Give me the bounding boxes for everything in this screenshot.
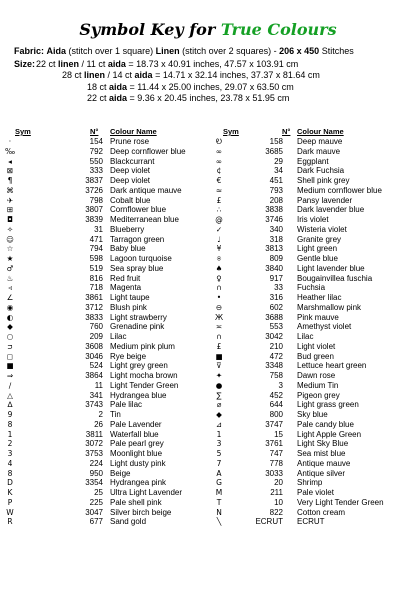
colour-name: Medium Tin — [297, 380, 339, 390]
colour-name: Mediterranean blue — [110, 215, 179, 224]
page-title — [0, 20, 416, 39]
thread-number: 209 — [89, 332, 103, 341]
stitch-symbol: 1 — [216, 429, 222, 439]
colour-name: Cotton cream — [297, 507, 346, 517]
stitch-symbol: ⌀ — [216, 400, 222, 410]
thread-number: 11 — [94, 380, 103, 390]
stitch-symbol: T — [216, 497, 222, 507]
colour-name: Tin — [110, 410, 121, 419]
thread-number: 158 — [269, 137, 283, 146]
stitch-symbol: G — [216, 478, 222, 488]
thread-number: 2 — [98, 410, 103, 419]
size-label: Size: — [14, 59, 36, 69]
colour-name: Dark lavender blue — [297, 205, 365, 215]
thread-number: 798 — [89, 195, 103, 205]
stitch-symbol: △ — [7, 390, 13, 400]
stitch-symbol: ✓ — [215, 224, 223, 234]
size-line-b1: linen — [58, 59, 80, 69]
size-line-mid: / 14 ct — [105, 70, 135, 80]
thread-number: 950 — [89, 468, 103, 478]
stitch-symbol: N — [216, 507, 222, 517]
size-line-post: = 14.71 x 32.14 inches, 37.37 x 81.64 cm — [152, 70, 320, 80]
stitch-symbol: ≈ — [215, 185, 223, 195]
stitch-symbol: ⊠ — [6, 166, 14, 176]
thread-number: 3747 — [265, 419, 283, 429]
colour-name: Silver birch beige — [110, 507, 172, 517]
thread-number: 3833 — [85, 312, 103, 322]
thread-number: 778 — [269, 458, 283, 468]
thread-number: 553 — [269, 322, 283, 332]
thread-number: 210 — [269, 341, 283, 351]
stitch-symbol: ⊽ — [216, 361, 222, 371]
fabric-label: Fabric: — [14, 46, 45, 56]
colour-name: Light Sky Blue — [297, 439, 349, 449]
size-label-line — [14, 59, 35, 69]
thread-number: 3864 — [85, 371, 103, 380]
stitch-symbol: ᴝ — [7, 341, 13, 351]
size-line-pre: 22 ct — [87, 93, 110, 103]
thread-number: 3348 — [265, 361, 283, 371]
thread-number: 809 — [269, 254, 283, 263]
thread-number: 15 — [274, 429, 283, 439]
stitch-symbol: ● — [215, 380, 223, 390]
colour-name: Light grass green — [297, 400, 359, 410]
stitch-symbol: ◻ — [6, 351, 14, 361]
colour-name: Lilac — [297, 332, 314, 341]
stitch-symbol: ≍ — [215, 322, 223, 332]
thread-number: 3047 — [85, 507, 103, 517]
stitch-symbol: P — [7, 497, 13, 507]
thread-number: ECRUT — [255, 517, 283, 527]
thread-number: 211 — [270, 488, 283, 497]
stitch-symbol: K — [7, 488, 13, 497]
colour-name: Cobalt blue — [110, 195, 151, 205]
thread-number: 25 — [94, 488, 103, 497]
colour-name: Blush pink — [110, 302, 147, 312]
stitch-symbol: £ — [216, 195, 222, 205]
colour-name: Hydrangea blue — [110, 390, 167, 400]
thread-number: 3811 — [85, 429, 103, 439]
thread-number: 154 — [89, 137, 103, 146]
stitch-symbol: ∞ — [215, 146, 223, 156]
colour-name: Red fruit — [110, 273, 141, 283]
stitch-symbol: · — [8, 137, 12, 146]
header-name-right: Colour Name — [297, 127, 344, 136]
stitch-symbol: ♀ — [216, 273, 222, 283]
stitch-symbol: • — [216, 293, 222, 302]
colour-name: Light taupe — [110, 293, 150, 302]
title-prefix: Symbol Key for — [79, 20, 221, 39]
colour-name: Pigeon grey — [297, 390, 340, 400]
thread-number: 471 — [89, 234, 103, 244]
thread-number: 718 — [89, 283, 103, 293]
thread-number: 519 — [89, 263, 103, 273]
size-line-pre: 28 ct — [62, 70, 85, 80]
thread-number: 225 — [89, 497, 103, 507]
stitch-symbol: ⊖ — [215, 302, 223, 312]
colour-name: Lettuce heart green — [297, 361, 367, 371]
colour-name: Deep violet — [110, 176, 151, 185]
header-sym-right: Sym — [223, 127, 239, 136]
stitch-symbol: ╲ — [216, 517, 222, 527]
stitch-symbol: 9 — [7, 410, 13, 419]
thread-number: 34 — [274, 166, 283, 176]
colour-name: Deep mauve — [297, 137, 343, 146]
thread-number: 341 — [89, 390, 103, 400]
colour-name: Pale pearl grey — [110, 439, 164, 449]
thread-number: 3761 — [265, 439, 283, 449]
colour-name: Light lavender blue — [297, 263, 365, 273]
thread-number: 3712 — [85, 302, 103, 312]
stitch-symbol: 5 — [216, 449, 222, 458]
colour-name: Sea mist blue — [297, 449, 346, 458]
stitch-symbol: ⇒ — [6, 371, 14, 380]
stitch-symbol: ∠ — [6, 293, 14, 302]
colour-name: Pale shell pink — [110, 497, 162, 507]
thread-number: 3354 — [85, 478, 103, 488]
thread-number: 3 — [278, 380, 283, 390]
header-sym-left: Sym — [15, 127, 31, 136]
stitch-symbol: ‰ — [4, 146, 16, 156]
thread-number: 451 — [269, 176, 283, 185]
stitch-symbol: ☺ — [6, 234, 14, 244]
stitch-symbol: 7 — [216, 458, 222, 468]
size-line-pre: 22 ct — [36, 59, 59, 69]
thread-number: 602 — [269, 302, 283, 312]
colour-name: Sky blue — [297, 410, 328, 419]
thread-number: 29 — [274, 156, 283, 166]
colour-name: Lagoon turquoise — [110, 254, 172, 263]
stitch-symbol: 8 — [7, 419, 13, 429]
stitch-symbol: ◆ — [7, 322, 13, 332]
stitch-symbol: ∩ — [216, 283, 222, 293]
colour-name: Heather lilac — [297, 293, 342, 302]
thread-number: 3753 — [85, 449, 103, 458]
size-line-post: = 18.73 x 40.91 inches, 47.57 x 103.91 cm — [125, 59, 299, 69]
thread-number: 822 — [269, 507, 283, 517]
colour-name: Cornflower blue — [110, 205, 167, 215]
size-line-b1: linen — [84, 70, 106, 80]
colour-name: Light Apple Green — [297, 429, 362, 439]
colour-name: Antique silver — [297, 468, 346, 478]
stitch-symbol: ◐ — [6, 312, 14, 322]
colour-name: Waterfall blue — [110, 429, 159, 439]
colour-name: Light grey green — [110, 361, 168, 371]
thread-number: 3861 — [85, 293, 103, 302]
size-line — [36, 59, 298, 69]
stitch-symbol: ◉ — [6, 302, 14, 312]
thread-number: 3688 — [265, 312, 283, 322]
size-line-mid: / 11 ct — [79, 59, 108, 69]
stitch-symbol: 1 — [7, 429, 13, 439]
size-line-b2: aida — [107, 59, 126, 69]
fabric-aida-note: (stitch over 1 square) — [66, 46, 156, 56]
thread-number: 3072 — [85, 439, 103, 449]
thread-number: 3046 — [85, 351, 103, 361]
fabric-stitches: 206 x 450 — [279, 46, 320, 56]
thread-number: 3033 — [265, 468, 283, 478]
stitch-symbol: ∩ — [216, 332, 222, 341]
stitch-symbol: ¢ — [216, 166, 222, 176]
stitch-symbol: ♂ — [6, 263, 14, 273]
stitch-symbol: ◘ — [7, 215, 13, 224]
stitch-symbol: ◂ — [8, 156, 12, 166]
stitch-symbol: ⌘ — [6, 185, 14, 195]
stitch-symbol: ○ — [6, 332, 14, 341]
thread-number: 10 — [274, 497, 283, 507]
thread-number: 677 — [89, 517, 103, 527]
thread-number: 26 — [94, 419, 103, 429]
colour-name: Magenta — [110, 283, 142, 293]
colour-name: Pale Lavender — [110, 419, 162, 429]
colour-name: Hydrangea pink — [110, 478, 167, 488]
thread-number: 760 — [89, 322, 103, 332]
stitch-symbol: 4 — [7, 458, 13, 468]
thread-number: 333 — [89, 166, 103, 176]
colour-name: Light green — [297, 244, 338, 254]
thread-number: 3743 — [85, 400, 103, 410]
colour-name: Granite grey — [297, 234, 342, 244]
thread-number: 20 — [274, 478, 283, 488]
stitch-symbol: ■ — [215, 351, 223, 361]
fabric-stitches-suffix: Stitches — [319, 46, 354, 56]
size-line-pre: 18 ct — [87, 82, 110, 92]
colour-name: Pale violet — [297, 488, 334, 497]
colour-name: Ultra Light Lavender — [110, 488, 183, 497]
thread-number: 3746 — [265, 215, 283, 224]
thread-number: 794 — [89, 244, 103, 254]
stitch-symbol: ∴ — [216, 205, 222, 215]
colour-name: Moonlight blue — [110, 449, 163, 458]
colour-name: Marshmallow pink — [297, 302, 362, 312]
colour-name: Light mocha brown — [110, 371, 178, 380]
colour-name: Iris violet — [297, 215, 329, 224]
stitch-symbol: ⊿ — [215, 419, 223, 429]
thread-number: 792 — [89, 146, 103, 156]
size-line-b2: aida — [109, 82, 128, 92]
colour-name: Antique mauve — [297, 458, 351, 468]
size-line — [87, 93, 289, 103]
stitch-symbol: ■ — [6, 361, 14, 371]
stitch-symbol: ♩ — [217, 234, 221, 244]
colour-name: Pale lilac — [110, 400, 143, 410]
thread-number: 33 — [274, 283, 283, 293]
colour-name: Rye beige — [110, 351, 147, 361]
size-line — [62, 70, 320, 80]
stitch-symbol: ✦ — [215, 371, 223, 380]
stitch-symbol: £ — [216, 341, 222, 351]
thread-number: 224 — [89, 458, 103, 468]
stitch-symbol: ☆ — [6, 244, 14, 254]
stitch-symbol: W — [6, 507, 14, 517]
colour-name: Tarragon green — [110, 234, 165, 244]
thread-number: 3840 — [265, 263, 283, 273]
colour-name: Gentle blue — [297, 254, 338, 263]
size-line — [87, 82, 294, 92]
stitch-symbol: R — [7, 517, 13, 527]
size-line-b2: aida — [134, 70, 153, 80]
stitch-symbol: Ж — [214, 312, 224, 322]
thread-number: 3839 — [85, 215, 103, 224]
colour-name: Deep cornflower blue — [110, 146, 186, 156]
stitch-symbol: A — [216, 468, 222, 478]
colour-name: Lilac — [110, 332, 127, 341]
thread-number: 472 — [269, 351, 283, 361]
thread-number: 816 — [89, 273, 103, 283]
colour-name: Fuchsia — [297, 283, 326, 293]
stitch-symbol: ¥ — [216, 244, 222, 254]
thread-number: 3685 — [265, 146, 283, 156]
colour-name: Amethyst violet — [297, 322, 352, 332]
stitch-symbol: 2 — [7, 439, 13, 449]
colour-name: Sand gold — [110, 517, 147, 527]
thread-number: 3838 — [265, 205, 283, 215]
thread-number: 917 — [269, 273, 283, 283]
thread-number: 550 — [89, 156, 103, 166]
colour-name: Baby blue — [110, 244, 146, 254]
thread-number: 340 — [269, 224, 283, 234]
colour-name: Shrimp — [297, 478, 323, 488]
fabric-linen: Linen — [155, 46, 180, 56]
colour-name: Blueberry — [110, 224, 145, 234]
stitch-symbol: € — [216, 176, 222, 185]
colour-name: Medium cornflower blue — [297, 185, 382, 195]
thread-number: 598 — [89, 254, 103, 263]
thread-number: 3726 — [85, 185, 103, 195]
thread-number: 3042 — [265, 332, 283, 341]
thread-number: 3813 — [265, 244, 283, 254]
stitch-symbol: ⊞ — [6, 205, 14, 215]
colour-name: Light strawberry — [110, 312, 167, 322]
colour-name: Prune rose — [110, 137, 150, 146]
colour-name: Pink mauve — [297, 312, 339, 322]
colour-name: Pale candy blue — [297, 419, 354, 429]
stitch-symbol: D — [7, 478, 13, 488]
title-brand: True Colours — [220, 20, 337, 39]
colour-name: Blackcurrant — [110, 156, 155, 166]
header-num-right: N° — [282, 127, 291, 136]
thread-number: 644 — [269, 400, 283, 410]
thread-number: 3807 — [85, 205, 103, 215]
stitch-symbol: ⍟ — [216, 254, 222, 263]
stitch-symbol: ¶ — [7, 176, 13, 185]
stitch-symbol: 8 — [7, 468, 13, 478]
colour-name: Light violet — [297, 341, 336, 351]
stitch-symbol: ◆ — [216, 410, 222, 419]
thread-number: 3608 — [85, 341, 103, 351]
thread-number: 316 — [269, 293, 283, 302]
colour-name: Pansy lavender — [297, 195, 353, 205]
stitch-symbol: ♠ — [215, 263, 223, 273]
colour-name: Dark mauve — [297, 146, 341, 156]
fabric-aida: Aida — [46, 46, 67, 56]
size-line-post: = 9.36 x 20.45 inches, 23.78 x 51.95 cm — [127, 93, 290, 103]
colour-name: Very Light Tender Green — [297, 497, 384, 507]
thread-number: 318 — [269, 234, 283, 244]
stitch-symbol: ∞ — [215, 156, 223, 166]
colour-name: Dark antique mauve — [110, 185, 182, 195]
fabric-linen-note: (stitch over 2 squares) - — [179, 46, 280, 56]
stitch-symbol: @ — [215, 215, 223, 224]
thread-number: 793 — [269, 185, 283, 195]
size-line-b2: aida — [109, 93, 128, 103]
stitch-symbol: ◃ — [8, 283, 12, 293]
stitch-symbol: ∆ — [7, 400, 13, 410]
thread-number: 3837 — [85, 176, 103, 185]
thread-number: 452 — [269, 390, 283, 400]
colour-name: Grenadine pink — [110, 322, 165, 332]
size-line-post: = 11.44 x 25.00 inches, 29.07 x 63.50 cm — [127, 82, 294, 92]
thread-number: 208 — [269, 195, 283, 205]
stitch-symbol: ✈ — [6, 195, 14, 205]
colour-name: Wisteria violet — [297, 224, 347, 234]
stitch-symbol: ✧ — [6, 224, 14, 234]
colour-name: Bud green — [297, 351, 334, 361]
colour-name: Dawn rose — [297, 371, 336, 380]
header-name-left: Colour Name — [110, 127, 157, 136]
colour-name: Beige — [110, 468, 131, 478]
thread-number: 747 — [269, 449, 283, 458]
stitch-symbol: ♨ — [6, 273, 14, 283]
stitch-symbol: Ꭷ — [216, 137, 222, 146]
colour-name: Light dusty pink — [110, 458, 166, 468]
colour-name: Eggplant — [297, 156, 329, 166]
stitch-symbol: 3 — [216, 439, 222, 449]
colour-name: ECRUT — [297, 517, 325, 527]
thread-number: 758 — [269, 371, 283, 380]
fabric-line — [14, 46, 354, 56]
colour-name: Deep violet — [110, 166, 151, 176]
colour-name: Sea spray blue — [110, 263, 164, 273]
colour-name: Medium pink plum — [110, 341, 175, 351]
thread-number: 800 — [269, 410, 283, 419]
colour-name: Shell pink grey — [297, 176, 350, 185]
stitch-symbol: 3 — [7, 449, 13, 458]
colour-name: Dark Fuchsia — [297, 166, 345, 176]
stitch-symbol: M — [215, 488, 223, 497]
colour-name: Light Tender Green — [110, 380, 179, 390]
thread-number: 524 — [89, 361, 103, 371]
thread-number: 31 — [94, 224, 103, 234]
stitch-symbol: ★ — [6, 254, 14, 263]
colour-name: Bougainvillea fuschia — [297, 273, 373, 283]
stitch-symbol: ∕ — [8, 380, 12, 390]
stitch-symbol: ∑ — [216, 390, 222, 400]
header-num-left: N° — [90, 127, 99, 136]
